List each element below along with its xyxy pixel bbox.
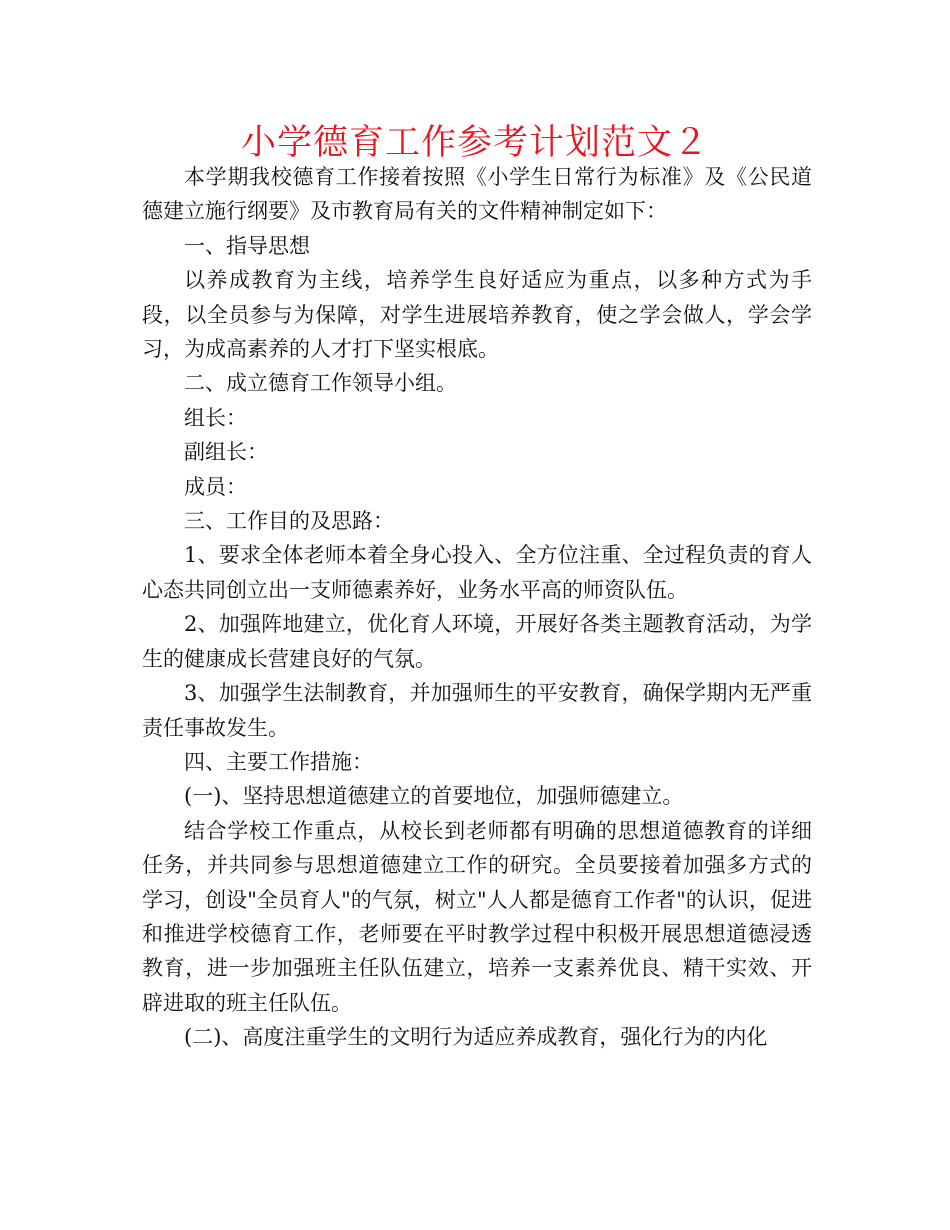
- document-title: 小学德育工作参考计划范文２: [240, 123, 709, 163]
- heading-measures: 四、主要工作措施：: [184, 749, 373, 774]
- paragraph-guiding-ideology: 以养成教育为主线，培养学生良好适应为重点，以多种方式为手段，以全员参与为保障，对学生进展培养教育，使之学会做人，学会学习，为成高素养的人才打下坚实根底。: [142, 268, 812, 362]
- subheading-measure-1: (一)、坚持思想道德建立的首要地位，加强师德建立。: [184, 784, 684, 809]
- goal-item-2: 2、加强阵地建立，优化育人环境，开展好各类主题教育活动，为学生的健康成长营建良好的气氛。: [142, 612, 812, 671]
- heading-leadership-group: 二、成立德育工作领导小组。: [184, 371, 457, 396]
- paragraph-intro: 本学期我校德育工作接着按照《小学生日常行为标准》及《公民道德建立施行纲要》及市教育局有关的文件精神制定如下：: [142, 165, 812, 224]
- field-group-leader: 组长：: [184, 405, 247, 430]
- subheading-measure-2: (二)、高度注重学生的文明行为适应养成教育，强化行为的内化: [184, 1025, 768, 1050]
- goal-item-1: 1、要求全体老师本着全身心投入、全方位注重、全过程负责的育人心态共同创立出一支师德素养好，业务水平高的师资队伍。: [142, 543, 812, 602]
- document-body: [142, 160, 812, 1055]
- heading-goals: 三、工作目的及思路：: [184, 509, 394, 534]
- field-deputy-leader: 副组长：: [184, 440, 268, 465]
- heading-guiding-ideology: 一、指导思想: [184, 233, 310, 258]
- goal-item-3: 3、加强学生法制教育，并加强师生的平安教育，确保学期内无严重责任事故发生。: [142, 681, 812, 740]
- paragraph-measure-1: 结合学校工作重点，从校长到老师都有明确的思想道德教育的详细任务，并共同参与思想道德建立工作的研究。全员要接着加强多方式的学习，创设"全员育人"的气氛，树立"人人都是德育工作者"的认识，促进和推进学校德育工作，老师要在平时教学过程中积极开展思想道德浸透教育，进一步加强班主任队伍建立，培养一支素养优良、精干实效、开辟进取的班主任队伍。: [142, 818, 812, 1015]
- field-members: 成员：: [184, 474, 247, 499]
